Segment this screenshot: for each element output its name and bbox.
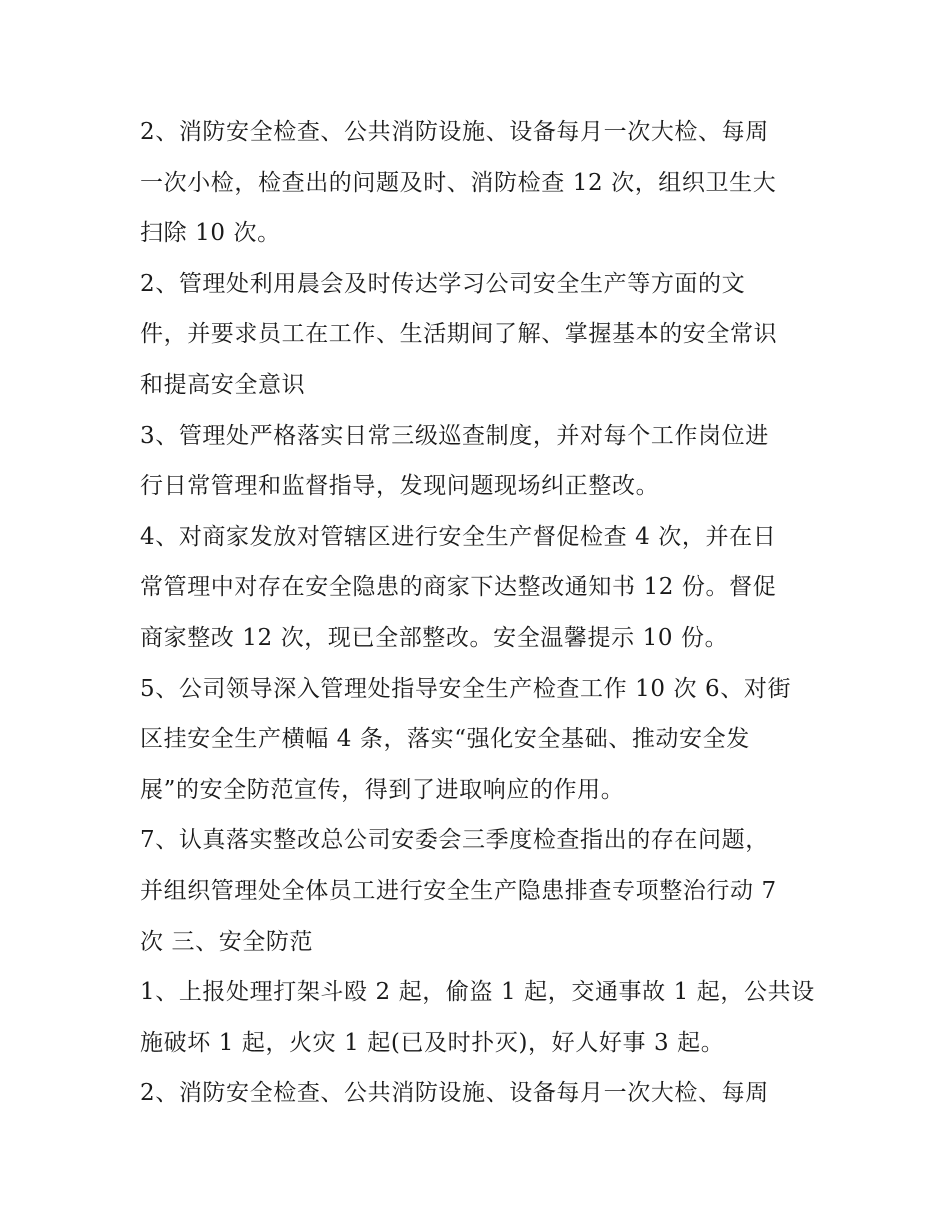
document-body (140, 107, 830, 1119)
text-line: 施破坏 1 起，火灾 1 起(已及时扑灭)，好人好事 3 起。 (140, 1029, 725, 1056)
text-line: 扫除 10 次。 (140, 220, 281, 247)
text-line: 行日常管理和监督指导，发现问题现场纠正整改。 (140, 473, 660, 500)
text-line: 2、消防安全检查、公共消防设施、设备每月一次大检、每周 (140, 1080, 769, 1107)
text-line: 7、认真落实整改总公司安委会三季度检查指出的存在问题， (140, 827, 769, 854)
text-line: 常管理中对存在安全隐患的商家下达整改通知书 12 份。督促 (140, 574, 777, 601)
text-line: 区挂安全生产横幅 4 条，落实“强化安全基础、推动安全发 (140, 726, 750, 753)
text-line: 商家整改 12 次，现已全部整改。安全温馨提示 10 份。 (140, 624, 729, 651)
text-line: 2、管理处利用晨会及时传达学习公司安全生产等方面的文 (140, 270, 746, 297)
text-line: 件，并要求员工在工作、生活期间了解、掌握基本的安全常识 (140, 321, 778, 348)
text-line: 展”的安全防范宣传，得到了进取响应的作用。 (140, 776, 625, 803)
text-line: 3、管理处严格落实日常三级巡查制度，并对每个工作岗位进 (140, 422, 769, 449)
text-line: 并组织管理处全体员工进行安全生产隐患排查专项整治行动 7 (140, 877, 777, 904)
text-line: 一次小检，检查出的问题及时、消防检查 12 次，组织卫生大 (140, 169, 777, 196)
text-line: 次 三、安全防范 (140, 928, 314, 955)
text-line: 和提高安全意识 (140, 371, 306, 398)
text-line: 2、消防安全检查、公共消防设施、设备每月一次大检、每周 (140, 119, 769, 145)
text-line: 4、对商家发放对管辖区进行安全生产督促检查 4 次，并在日 (140, 523, 777, 550)
text-line: 5、公司领导深入管理处指导安全生产检查工作 10 次 6、对街 (140, 675, 792, 702)
text-line: 1、上报处理打架斗殴 2 起，偷盗 1 起，交通事故 1 起，公共设 (140, 979, 815, 1006)
